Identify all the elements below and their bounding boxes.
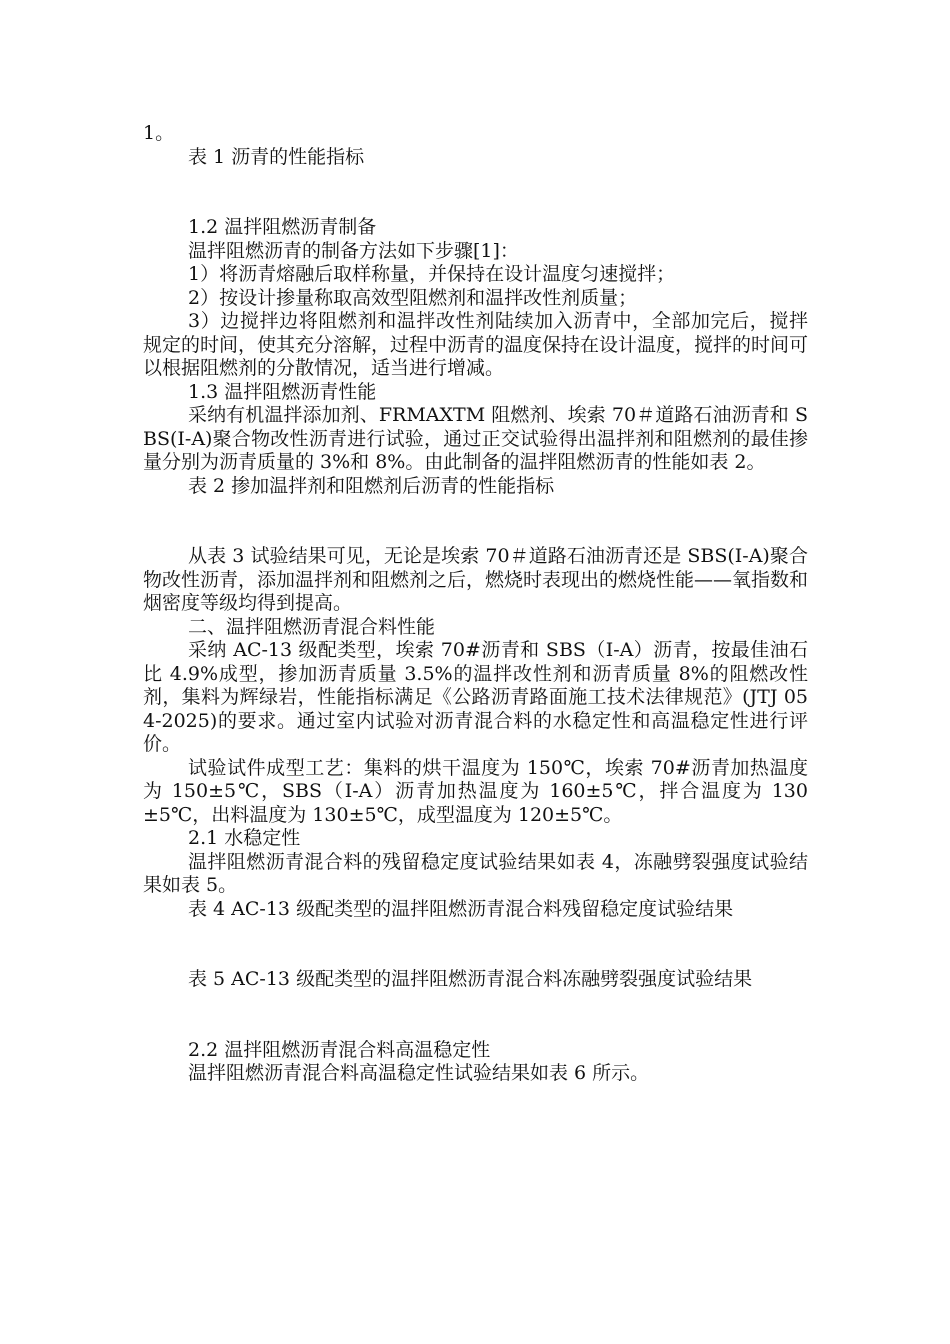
paragraph: 采纳 AC-13 级配类型，埃索 70#沥青和 SBS（I-A）沥青，按最佳油石比 4.9%成型，掺加沥青质量 3.5%的温拌改性剂和沥青质量 8%的阻燃改性剂，集料为辉绿岩，性能指标满足《公路沥青路面施工技术法律规范》(JTJ 054-2025)的要求。通过室内试验对沥青混合料的水稳定性和高温稳定性进行评价。 bbox=[143, 639, 808, 755]
table-5-placeholder bbox=[143, 992, 808, 1039]
section-heading-2-1: 2.1 水稳定性 bbox=[188, 827, 301, 849]
section-heading-2-2: 2.2 温拌阻燃沥青混合料高温稳定性 bbox=[188, 1038, 491, 1061]
paragraph: 温拌阻燃沥青的制备方法如下步骤[1]： bbox=[188, 239, 519, 262]
table-2-caption: 表 2 掺加温拌剂和阻燃剂后沥青的性能指标 bbox=[188, 474, 555, 497]
paragraph: 温拌阻燃沥青混合料的残留稳定度试验结果如表 4，冻融劈裂强度试验结果如表 5。 bbox=[143, 850, 808, 896]
section-heading-1-3: 1.3 温拌阻燃沥青性能 bbox=[188, 380, 377, 403]
step-2: 2）按设计掺量称取高效型阻燃剂和温拌改性剂质量； bbox=[188, 286, 638, 309]
table-1-caption: 表 1 沥青的性能指标 bbox=[188, 145, 365, 168]
table-2-placeholder bbox=[143, 498, 808, 545]
paragraph: 试验试件成型工艺：集料的烘干温度为 150℃，埃索 70#沥青加热温度为 150±5℃，SBS（I-A）沥青加热温度为 160±5℃，拌合温度为 130±5℃，出料温度为 130±5℃，成型温度为 120±5℃。 bbox=[143, 756, 808, 826]
paragraph: 温拌阻燃沥青混合料高温稳定性试验结果如表 6 所示。 bbox=[188, 1062, 650, 1084]
table-5-caption: 表 5 AC-13 级配类型的温拌阻燃沥青混合料冻融劈裂强度试验结果 bbox=[188, 968, 753, 990]
document-body bbox=[143, 122, 808, 1086]
step-3: 3）边搅拌边将阻燃剂和温拌改性剂陆续加入沥青中，全部加完后，搅拌规定的时间，使其充分溶解，过程中沥青的温度保持在设计温度，搅拌的时间可以根据阻燃剂的分散情况，适当进行增减。 bbox=[143, 310, 809, 379]
table-4-placeholder bbox=[143, 921, 808, 968]
paragraph: 采纳有机温拌添加剂、FRMAXTM 阻燃剂、埃索 70＃道路石油沥青和 SBS(I-A)聚合物改性沥青进行试验，通过正交试验得出温拌剂和阻燃剂的最佳掺量分别为沥青质量的 3%和 8%。由此制备的温拌阻燃沥青的性能如表 2。 bbox=[143, 404, 808, 473]
text-fragment: 1。 bbox=[143, 122, 175, 144]
section-heading-2: 二、温拌阻燃沥青混合料性能 bbox=[188, 615, 436, 638]
paragraph: 从表 3 试验结果可见，无论是埃索 70＃道路石油沥青还是 SBS(I-A)聚合物改性沥青，添加温拌剂和阻燃剂之后，燃烧时表现出的燃烧性能——氧指数和烟密度等级均得到提高。 bbox=[143, 545, 809, 614]
step-1: 1）将沥青熔融后取样称量，并保持在设计温度匀速搅拌； bbox=[188, 263, 676, 285]
table-4-caption: 表 4 AC-13 级配类型的温拌阻燃沥青混合料残留稳定度试验结果 bbox=[188, 897, 734, 920]
section-heading-1-2: 1.2 温拌阻燃沥青制备 bbox=[188, 216, 377, 238]
table-1-placeholder bbox=[143, 169, 808, 216]
